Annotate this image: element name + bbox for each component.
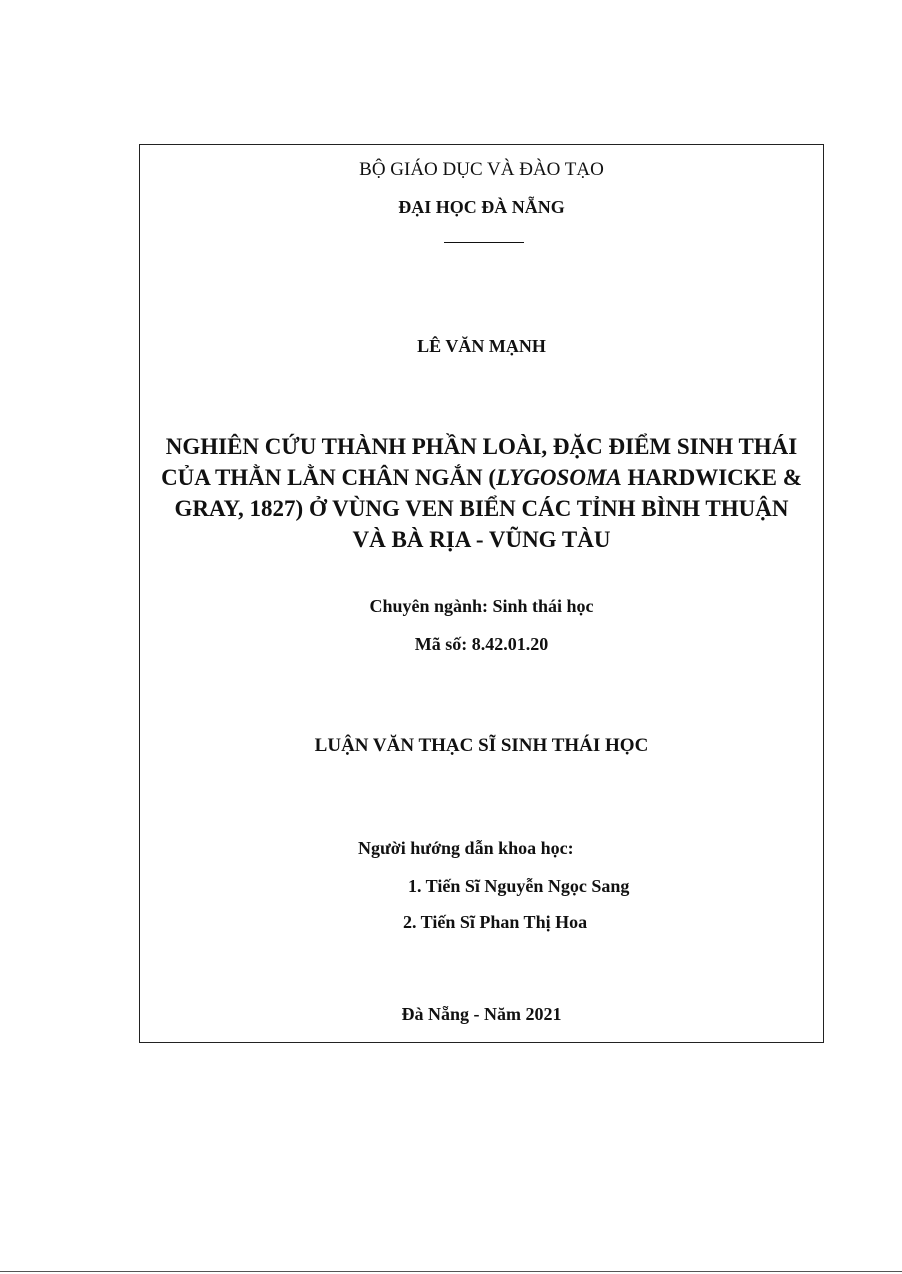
thesis-title-line-2-prefix: CỦA THẰN LẰN CHÂN NGẮN ( <box>161 465 497 490</box>
ministry-name: BỘ GIÁO DỤC VÀ ĐÀO TẠO <box>359 159 604 180</box>
major-code: Mã số: 8.42.01.20 <box>414 634 549 654</box>
thesis-title-line-4: VÀ BÀ RỊA - VŨNG TÀU <box>352 527 611 552</box>
genus-name: LYGOSOMA <box>496 465 622 490</box>
cover-page-frame <box>139 144 824 1043</box>
advisor-label: Người hướng dẫn khoa học: <box>358 838 574 858</box>
place-and-year: Đà Nẵng - Năm 2021 <box>401 1004 562 1024</box>
degree-title: LUẬN VĂN THẠC SĨ SINH THÁI HỌC <box>314 735 649 756</box>
thesis-title <box>150 431 813 555</box>
thesis-title-line-3: GRAY, 1827) Ở VÙNG VEN BIỂN CÁC TỈNH BÌNH THUẬN <box>174 496 789 521</box>
advisor-first: 1. Tiến Sĩ Nguyễn Ngọc Sang <box>408 876 630 896</box>
major-field: Chuyên ngành: Sinh thái học <box>369 596 594 616</box>
page-bottom-rule <box>0 1271 902 1272</box>
advisor-second: 2. Tiến Sĩ Phan Thị Hoa <box>403 912 588 932</box>
thesis-title-line-2 <box>150 462 813 493</box>
thesis-title-line-2-suffix: HARDWICKE & <box>621 465 802 490</box>
thesis-title-line-1: NGHIÊN CỨU THÀNH PHẦN LOÀI, ĐẶC ĐIỂM SINH THÁI <box>165 434 798 459</box>
author-name: LÊ VĂN MẠNH <box>417 336 546 356</box>
university-name: ĐẠI HỌC ĐÀ NẴNG <box>398 197 565 217</box>
header-divider <box>444 242 524 243</box>
